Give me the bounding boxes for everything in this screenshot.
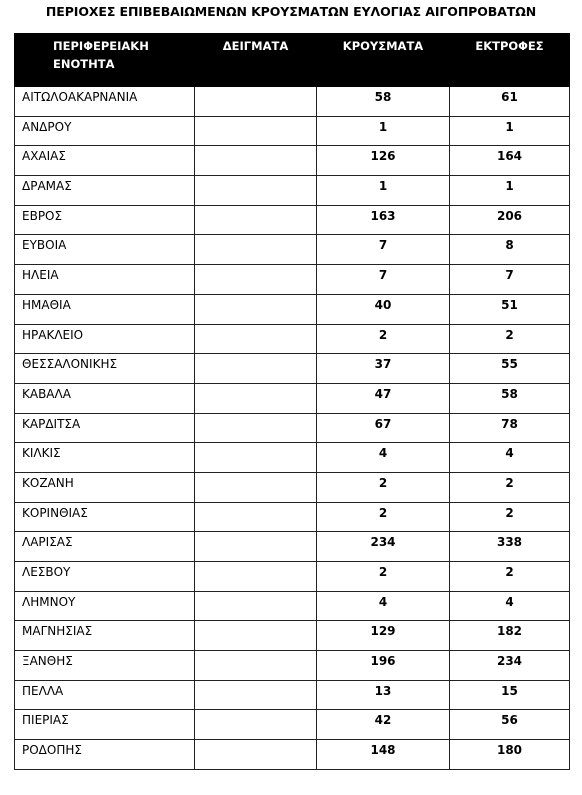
header-samples: ΔΕΙΓΜΑΤΑ (195, 34, 317, 87)
cases-cell: 148 (317, 740, 450, 770)
samples-cell (195, 740, 317, 770)
region-cell: ΕΒΡΟΣ (15, 205, 195, 235)
samples-cell (195, 383, 317, 413)
table-row (15, 87, 570, 117)
cases-cell: 2 (317, 562, 450, 592)
cases-cell: 2 (317, 502, 450, 532)
samples-cell (195, 176, 317, 206)
cases-cell: 7 (317, 235, 450, 265)
farms-cell: 56 (450, 710, 570, 740)
samples-cell (195, 621, 317, 651)
farms-cell: 8 (450, 235, 570, 265)
table-row (15, 116, 570, 146)
table-row (15, 205, 570, 235)
samples-cell (195, 472, 317, 502)
samples-cell (195, 710, 317, 740)
farms-cell: 338 (450, 532, 570, 562)
cases-cell: 1 (317, 176, 450, 206)
farms-cell: 58 (450, 383, 570, 413)
samples-cell (195, 235, 317, 265)
header-region-line1: ΠΕΡΙΦΕΡΕΙΑΚΗ (53, 39, 149, 53)
farms-cell: 55 (450, 354, 570, 384)
samples-cell (195, 651, 317, 681)
farms-cell: 61 (450, 87, 570, 117)
samples-cell (195, 87, 317, 117)
region-cell: ΡΟΔΟΠΗΣ (15, 740, 195, 770)
table-row (15, 294, 570, 324)
cases-cell: 4 (317, 443, 450, 473)
table-row (15, 354, 570, 384)
cases-cell: 47 (317, 383, 450, 413)
table-header (15, 34, 570, 87)
header-region-line2: ΕΝΟΤΗΤΑ (53, 57, 115, 71)
samples-cell (195, 562, 317, 592)
cases-cell: 163 (317, 205, 450, 235)
farms-cell: 4 (450, 443, 570, 473)
region-cell: ΚΟΡΙΝΘΙΑΣ (15, 502, 195, 532)
table-row (15, 146, 570, 176)
samples-cell (195, 443, 317, 473)
farms-cell: 2 (450, 562, 570, 592)
header-farms: ΕΚΤΡΟΦΕΣ (450, 34, 570, 87)
farms-cell: 234 (450, 651, 570, 681)
table-row (15, 235, 570, 265)
region-cell: ΔΡΑΜΑΣ (15, 176, 195, 206)
farms-cell: 164 (450, 146, 570, 176)
samples-cell (195, 205, 317, 235)
region-cell: ΑΝΔΡΟΥ (15, 116, 195, 146)
farms-cell: 1 (450, 176, 570, 206)
farms-cell: 78 (450, 413, 570, 443)
cases-cell: 196 (317, 651, 450, 681)
document-title: ΠΕΡΙΟΧΕΣ ΕΠΙΒΕΒΑΙΩΜΕΝΩΝ ΚΡΟΥΣΜΑΤΩΝ ΕΥΛΟΓΙΑΣ ΑΙΓΟΠΡΟΒΑΤΩΝ (45, 4, 537, 19)
table-row (15, 502, 570, 532)
farms-cell: 2 (450, 502, 570, 532)
table-row (15, 324, 570, 354)
samples-cell (195, 502, 317, 532)
farms-cell: 2 (450, 324, 570, 354)
header-row (15, 34, 570, 87)
header-cases: ΚΡΟΥΣΜΑΤΑ (317, 34, 450, 87)
cases-cell: 2 (317, 472, 450, 502)
table-row (15, 176, 570, 206)
region-cell: ΗΛΕΙΑ (15, 265, 195, 295)
samples-cell (195, 532, 317, 562)
region-cell: ΗΡΑΚΛΕΙΟ (15, 324, 195, 354)
cases-cell: 234 (317, 532, 450, 562)
cases-cell: 4 (317, 591, 450, 621)
header-region (15, 34, 195, 87)
region-cell: ΛΕΣΒΟΥ (15, 562, 195, 592)
cases-cell: 58 (317, 87, 450, 117)
cases-cell: 13 (317, 680, 450, 710)
cases-cell: 7 (317, 265, 450, 295)
region-cell: ΞΑΝΘΗΣ (15, 651, 195, 681)
cases-cell: 67 (317, 413, 450, 443)
samples-cell (195, 265, 317, 295)
region-cell: ΛΑΡΙΣΑΣ (15, 532, 195, 562)
table-row (15, 472, 570, 502)
region-cell: ΚΙΛΚΙΣ (15, 443, 195, 473)
region-cell: ΚΑΒΑΛΑ (15, 383, 195, 413)
region-cell: ΑΙΤΩΛΟΑΚΑΡΝΑΝΙΑ (15, 87, 195, 117)
region-cell: ΑΧΑΙΑΣ (15, 146, 195, 176)
cases-cell: 126 (317, 146, 450, 176)
region-cell: ΠΕΛΛΑ (15, 680, 195, 710)
cases-cell: 42 (317, 710, 450, 740)
table-row (15, 532, 570, 562)
cases-cell: 40 (317, 294, 450, 324)
samples-cell (195, 354, 317, 384)
region-cell: ΚΟΖΑΝΗ (15, 472, 195, 502)
farms-cell: 51 (450, 294, 570, 324)
farms-cell: 15 (450, 680, 570, 710)
table-row (15, 740, 570, 770)
table-row (15, 562, 570, 592)
region-cell: ΜΑΓΝΗΣΙΑΣ (15, 621, 195, 651)
farms-cell: 4 (450, 591, 570, 621)
farms-cell: 206 (450, 205, 570, 235)
region-cell: ΠΙΕΡΙΑΣ (15, 710, 195, 740)
farms-cell: 1 (450, 116, 570, 146)
table-row (15, 710, 570, 740)
cases-cell: 2 (317, 324, 450, 354)
region-cell: ΕΥΒΟΙΑ (15, 235, 195, 265)
farms-cell: 2 (450, 472, 570, 502)
table-row (15, 383, 570, 413)
region-cell: ΗΜΑΘΙΑ (15, 294, 195, 324)
region-cell: ΛΗΜΝΟΥ (15, 591, 195, 621)
samples-cell (195, 146, 317, 176)
samples-cell (195, 413, 317, 443)
table-row (15, 651, 570, 681)
table-body (15, 87, 570, 770)
farms-cell: 180 (450, 740, 570, 770)
cases-table (14, 33, 570, 770)
table-row (15, 443, 570, 473)
samples-cell (195, 680, 317, 710)
samples-cell (195, 591, 317, 621)
samples-cell (195, 294, 317, 324)
cases-cell: 1 (317, 116, 450, 146)
samples-cell (195, 116, 317, 146)
farms-cell: 182 (450, 621, 570, 651)
region-cell: ΘΕΣΣΑΛΟΝΙΚΗΣ (15, 354, 195, 384)
table-row (15, 413, 570, 443)
table-row (15, 621, 570, 651)
table-row (15, 591, 570, 621)
samples-cell (195, 324, 317, 354)
table-row (15, 680, 570, 710)
cases-cell: 129 (317, 621, 450, 651)
table-row (15, 265, 570, 295)
region-cell: ΚΑΡΔΙΤΣΑ (15, 413, 195, 443)
cases-cell: 37 (317, 354, 450, 384)
farms-cell: 7 (450, 265, 570, 295)
